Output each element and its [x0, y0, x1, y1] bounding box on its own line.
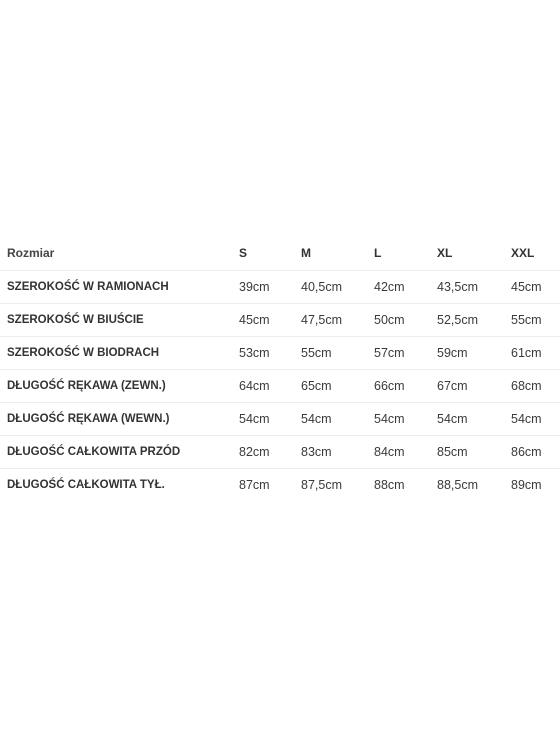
table-cell: 83cm	[301, 445, 332, 459]
table-row	[0, 436, 560, 469]
table-cell: 87,5cm	[301, 478, 342, 492]
table-cell: 65cm	[301, 379, 332, 393]
table-cell: 85cm	[437, 445, 468, 459]
header-size-s: S	[239, 246, 248, 260]
table-cell: 43,5cm	[437, 280, 478, 294]
table-header-row	[0, 236, 560, 271]
header-size-label: Rozmiar	[7, 246, 55, 260]
table-row	[0, 337, 560, 370]
table-cell: 88cm	[374, 478, 405, 492]
header-size-xl: XL	[437, 246, 453, 260]
table-cell: 61cm	[511, 346, 542, 360]
table-cell: 87cm	[239, 478, 270, 492]
row-label-sleeve-inner: DŁUGOŚĆ RĘKAWA (WEWN.)	[7, 413, 170, 425]
header-size-l: L	[374, 246, 382, 260]
table-cell: 54cm	[239, 412, 270, 426]
table-cell: 66cm	[374, 379, 405, 393]
row-label-bust-width: SZEROKOŚĆ W BIUŚCIE	[7, 314, 144, 326]
row-label-total-length-back: DŁUGOŚĆ CAŁKOWITA TYŁ.	[7, 479, 165, 491]
table-cell: 88,5cm	[437, 478, 478, 492]
table-cell: 55cm	[511, 313, 542, 327]
table-cell: 40,5cm	[301, 280, 342, 294]
table-cell: 57cm	[374, 346, 405, 360]
table-cell: 86cm	[511, 445, 542, 459]
table-cell: 53cm	[239, 346, 270, 360]
table-row	[0, 304, 560, 337]
table-cell: 64cm	[239, 379, 270, 393]
size-chart-table	[0, 236, 560, 501]
table-cell: 54cm	[301, 412, 332, 426]
table-cell: 89cm	[511, 478, 542, 492]
row-label-sleeve-outer: DŁUGOŚĆ RĘKAWA (ZEWN.)	[7, 380, 166, 392]
table-cell: 45cm	[511, 280, 542, 294]
table-row	[0, 370, 560, 403]
table-cell: 54cm	[437, 412, 468, 426]
table-cell: 52,5cm	[437, 313, 478, 327]
table-cell: 50cm	[374, 313, 405, 327]
table-cell: 39cm	[239, 280, 270, 294]
header-size-xxl: XXL	[511, 246, 535, 260]
table-cell: 42cm	[374, 280, 405, 294]
table-cell: 68cm	[511, 379, 542, 393]
table-cell: 82cm	[239, 445, 270, 459]
table-cell: 47,5cm	[301, 313, 342, 327]
header-size-m: M	[301, 246, 311, 260]
table-row	[0, 469, 560, 502]
table-cell: 45cm	[239, 313, 270, 327]
table-row	[0, 271, 560, 304]
table-cell: 84cm	[374, 445, 405, 459]
table-cell: 67cm	[437, 379, 468, 393]
row-label-total-length-front: DŁUGOŚĆ CAŁKOWITA PRZÓD	[7, 446, 181, 458]
table-cell: 55cm	[301, 346, 332, 360]
table-cell: 59cm	[437, 346, 468, 360]
table-row	[0, 403, 560, 436]
table-cell: 54cm	[511, 412, 542, 426]
row-label-shoulder-width: SZEROKOŚĆ W RAMIONACH	[7, 281, 169, 293]
table-cell: 54cm	[374, 412, 405, 426]
row-label-hip-width: SZEROKOŚĆ W BIODRACH	[7, 347, 160, 359]
